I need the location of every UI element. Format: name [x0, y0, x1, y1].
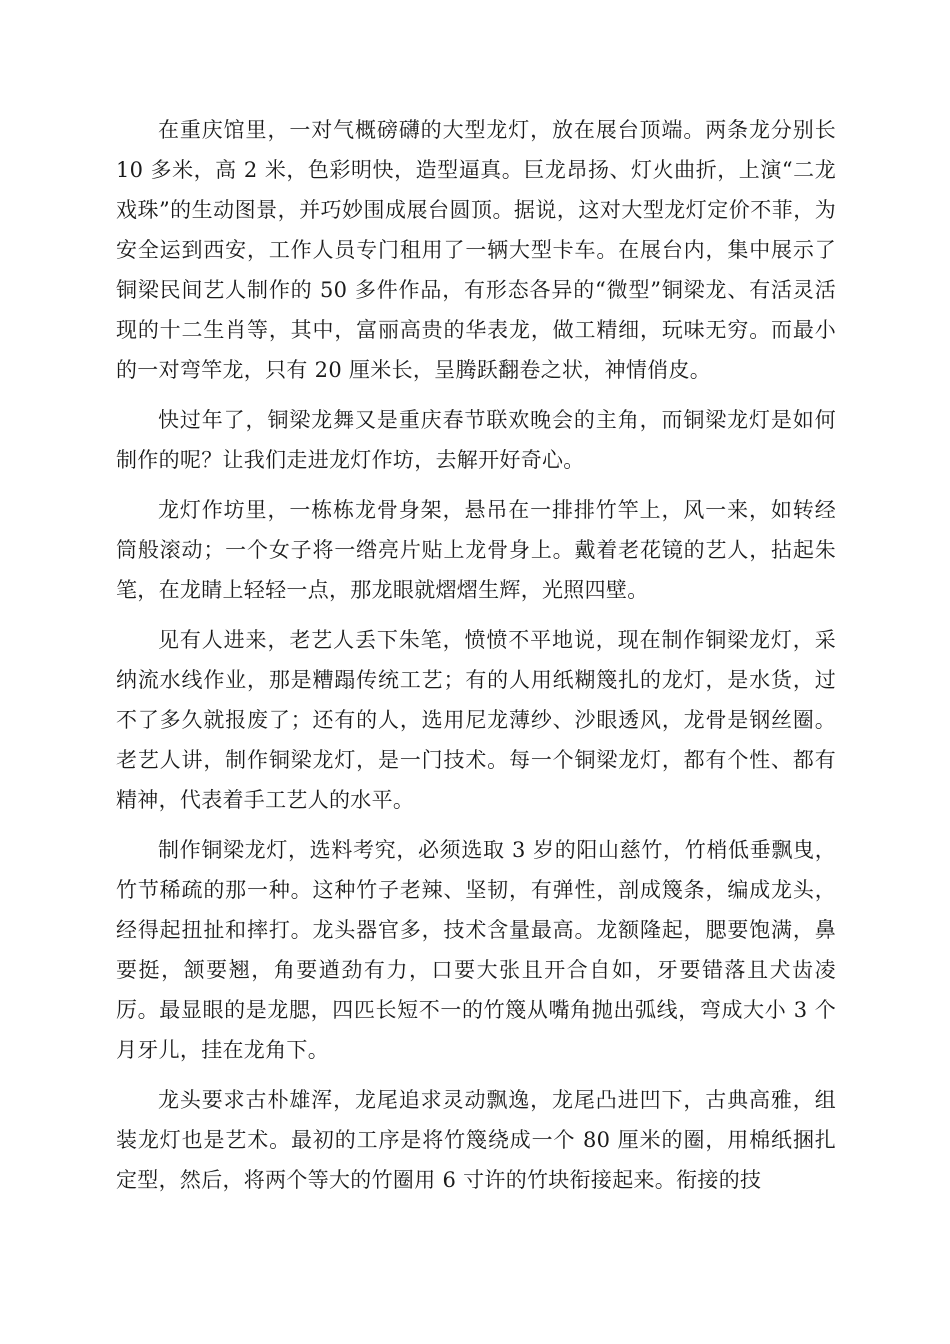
article-body [116, 110, 836, 1210]
paragraph-2: 快过年了，铜梁龙舞又是重庆春节联欢晚会的主角，而铜梁龙灯是如何制作的呢？让我们走进龙灯作坊，去解开好奇心。 [116, 408, 836, 472]
paragraph-5: 制作铜梁龙灯，选料考究，必须选取 3 岁的阳山慈竹，竹梢低垂飘曳，竹节稀疏的那一种。这种竹子老辣、坚韧，有弹性，剖成篾条，编成龙头，经得起扭扯和摔打。龙头器官多，技术含量最高。龙额隆起，腮要饱满，鼻要挺，颔要翘，角要遒劲有力，口要大张且开合自如，牙要错落且犬齿凌厉。最显眼的是龙腮，四匹长短不一的竹篾从嘴角抛出弧线，弯成大小 3 个月牙儿，挂在龙角下。 [116, 838, 836, 1062]
paragraph-1: 在重庆馆里，一对气概磅礴的大型龙灯，放在展台顶端。两条龙分别长 10 多米，高 2 米，色彩明快，造型逼真。巨龙昂扬、灯火曲折，上演“二龙戏珠”的生动图景，并巧妙围成展台圆顶。据说，这对大型龙灯定价不菲，为安全运到西安，工作人员专门租用了一辆大型卡车。在展台内，集中展示了铜梁民间艺人制作的 50 多件作品，有形态各异的“微型”铜梁龙、有活灵活现的十二生肖等，其中，富丽高贵的华表龙，做工精细，玩味无穷。而最小的一对弯竿龙，只有 20 厘米长，呈腾跃翻卷之状，神情俏皮。 [116, 118, 836, 382]
paragraph-3: 龙灯作坊里，一栋栋龙骨身架，悬吊在一排排竹竿上，风一来，如转经筒般滚动；一个女子将一绺亮片贴上龙骨身上。戴着老花镜的艺人，拈起朱笔，在龙睛上轻轻一点，那龙眼就熠熠生辉，光照四壁。 [116, 498, 836, 602]
paragraph-6: 龙头要求古朴雄浑，龙尾追求灵动飘逸，龙尾凸进凹下，古典高雅，组装龙灯也是艺术。最初的工序是将竹篾绕成一个 80 厘米的圈，用棉纸捆扎定型，然后，将两个等大的竹圈用 6 寸许的竹块衔接起来。衔接的技 [116, 1088, 836, 1192]
paragraph-4: 见有人进来，老艺人丢下朱笔，愤愤不平地说，现在制作铜梁龙灯，采纳流水线作业，那是糟蹋传统工艺；有的人用纸糊篾扎的龙灯，是水货，过不了多久就报废了；还有的人，选用尼龙薄纱、沙眼透风，龙骨是钢丝圈。老艺人讲，制作铜梁龙灯，是一门技术。每一个铜梁龙灯，都有个性、都有精神，代表着手工艺人的水平。 [116, 628, 836, 812]
